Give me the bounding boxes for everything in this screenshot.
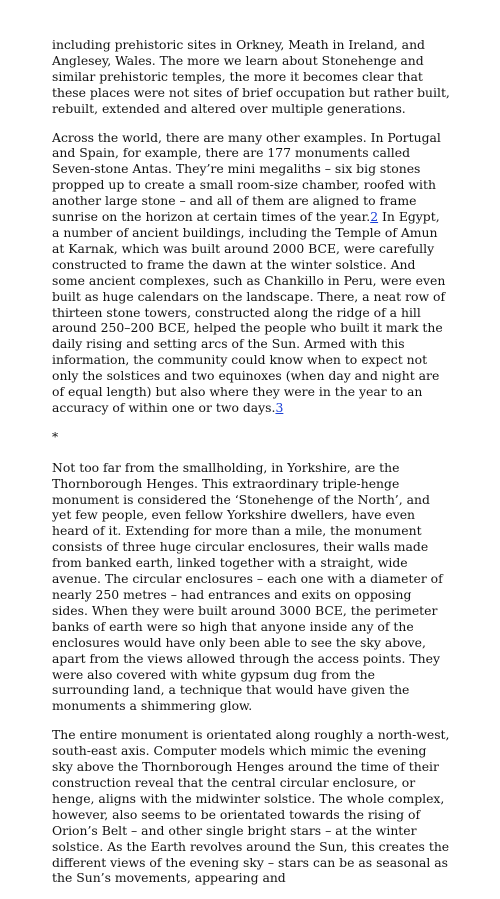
section-separator: *	[52, 428, 59, 444]
footnote-link-3[interactable]: 3	[275, 399, 284, 415]
paragraph-monument-orientation: The entire monument is orientated along roughly a north-west, south-east axis. Computer models which mimic the evening sky above the Thornborough Henges around the time of their construction reveal that the central circular enclosure, or henge, aligns with the midwinter solstice. The whole complex, however, also seems to be orientated towards the rising of Orion’s Belt – and other single bright stars – at the winter solstice. As the Earth revolves around the Sun, this creates the different views of the evening sky – stars can be as seasonal as the Sun’s movements, appearing and	[52, 727, 450, 886]
paragraph-thornborough-henges: Not too far from the smallholding, in Yorkshire, are the Thornborough Henges. This extraordinary triple-henge monument is considered the ‘Stonehenge of the North’, and yet few people, even fellow Yorkshire dwellers, have even heard of it. Extending for more than a mile, the monument consists of three huge circular enclosures, their walls made from banked earth, linked together with a straight, wide avenue. The circular enclosures – each one with a diameter of nearly 250 metres – had entrances and exits on opposing sides. When they were built around 3000 BCE, the perimeter banks of earth were so high that anyone inside any of the enclosures would have only been able to see the sky above, apart from the views allowed through the access points. They were also covered with white gypsum dug from the surrounding land, a technique that would have given the monuments a shimmering glow.	[52, 459, 443, 714]
footnote-link-2[interactable]: 2	[370, 209, 379, 225]
paragraph-prehistoric-sites: including prehistoric sites in Orkney, Meath in Ireland, and Anglesey, Wales. The more we learn about Stonehenge and similar prehistoric temples, the more it becomes clear that these places were not sites of brief occupation but rather built, rebuilt, extended and altered over multiple generations.	[52, 37, 450, 116]
paragraph-world-examples-text-b: In Egypt, a number of ancient buildings, including the Temple of Amun at Karnak, which was built around 2000 BCE, were carefully constructed to frame the dawn at the winter solstice. And some ancient complexes, such as Chankillo in Peru, were even built as huge calendars on the landscape. There, a neat row of thirteen stone towers, constructed along the ridge of a hill around 250–200 BCE, helped the people who built it mark the daily rising and setting arcs of the Sun. Armed with this information, the community could know when to expect not only the solstices and two equinoxes (when day and night are of equal length) but also where they were in the year to an accuracy of within one or two days.	[52, 209, 446, 415]
paragraph-world-examples-text-a: Across the world, there are many other examples. In Portugal and Spain, for example, there are 177 monuments called Seven-stone Antas. They’re mini megaliths – six big stones propped up to create a small room-size chamber, roofed with another large stone – and all of them are aligned to frame sunrise on the horizon at certain times of the year.	[52, 129, 441, 225]
paragraph-world-examples	[52, 130, 450, 416]
book-page	[52, 37, 450, 899]
